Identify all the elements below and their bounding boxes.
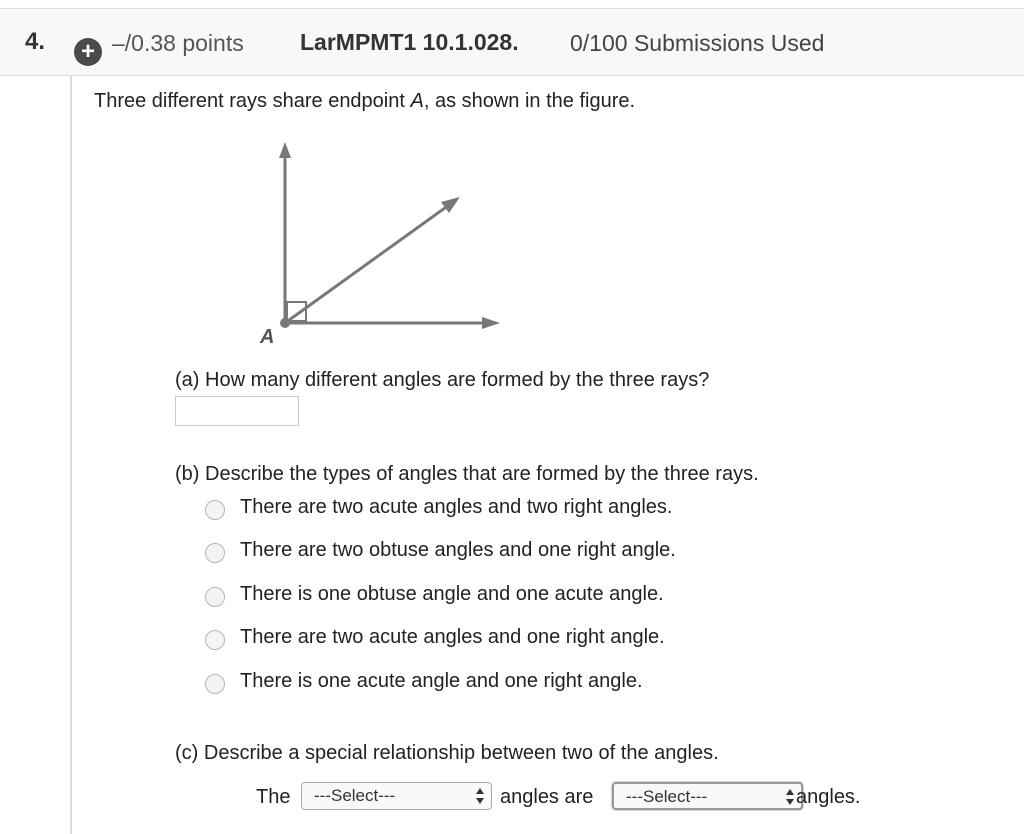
radio-button[interactable] [205, 543, 225, 563]
question-code: LarMPMT1 10.1.028. [300, 29, 519, 55]
part-a-question: (a) How many different angles are formed by the three rays? [175, 369, 710, 391]
vertical-ray-arrowhead [279, 142, 291, 158]
option-label: There is one acute angle and one right angle. [240, 670, 643, 692]
horizontal-ray-arrowhead [482, 317, 500, 329]
prompt-text-start: Three different rays share endpoint [94, 90, 411, 112]
question-header [0, 8, 1024, 76]
question-left-border [70, 76, 72, 834]
select-arrows-icon [475, 787, 485, 805]
endpoint-dot [280, 318, 290, 328]
radio-button[interactable] [205, 587, 225, 607]
select-arrows-icon [785, 788, 795, 806]
option-label: There are two obtuse angles and one right angle. [240, 539, 676, 561]
sentence-word-angles-are: angles are [500, 786, 594, 808]
sentence-word-angles-end: angles. [796, 786, 861, 808]
option-label: There is one obtuse angle and one acute angle. [240, 583, 664, 605]
select-value: ---Select--- [626, 787, 708, 806]
radio-button[interactable] [205, 500, 225, 520]
points-label: –/0.38 points [112, 30, 244, 56]
sentence-word-the: The [256, 786, 291, 808]
prompt-text-end: , as shown in the figure. [423, 90, 636, 112]
option-label: There are two acute angles and one right angle. [240, 626, 665, 648]
question-prompt [94, 90, 635, 113]
relationship-select-1[interactable] [301, 782, 492, 810]
diagonal-ray-arrowhead [441, 197, 460, 213]
relationship-select-2[interactable] [612, 782, 803, 810]
endpoint-label: A [260, 326, 275, 348]
part-a-answer-input[interactable] [175, 396, 299, 426]
part-b-question: (b) Describe the types of angles that are formed by the three rays. [175, 463, 759, 485]
rays-figure [230, 130, 530, 355]
plus-icon[interactable]: + [74, 38, 102, 66]
diagonal-ray [285, 205, 449, 323]
prompt-variable: A [410, 90, 424, 112]
submissions-count: 0/100 Submissions Used [570, 30, 825, 56]
radio-button[interactable] [205, 674, 225, 694]
select-value: ---Select--- [314, 786, 396, 805]
option-label: There are two acute angles and two right angles. [240, 496, 673, 518]
radio-button[interactable] [205, 630, 225, 650]
question-number: 4. [25, 28, 46, 55]
part-c-question: (c) Describe a special relationship between two of the angles. [175, 742, 719, 764]
